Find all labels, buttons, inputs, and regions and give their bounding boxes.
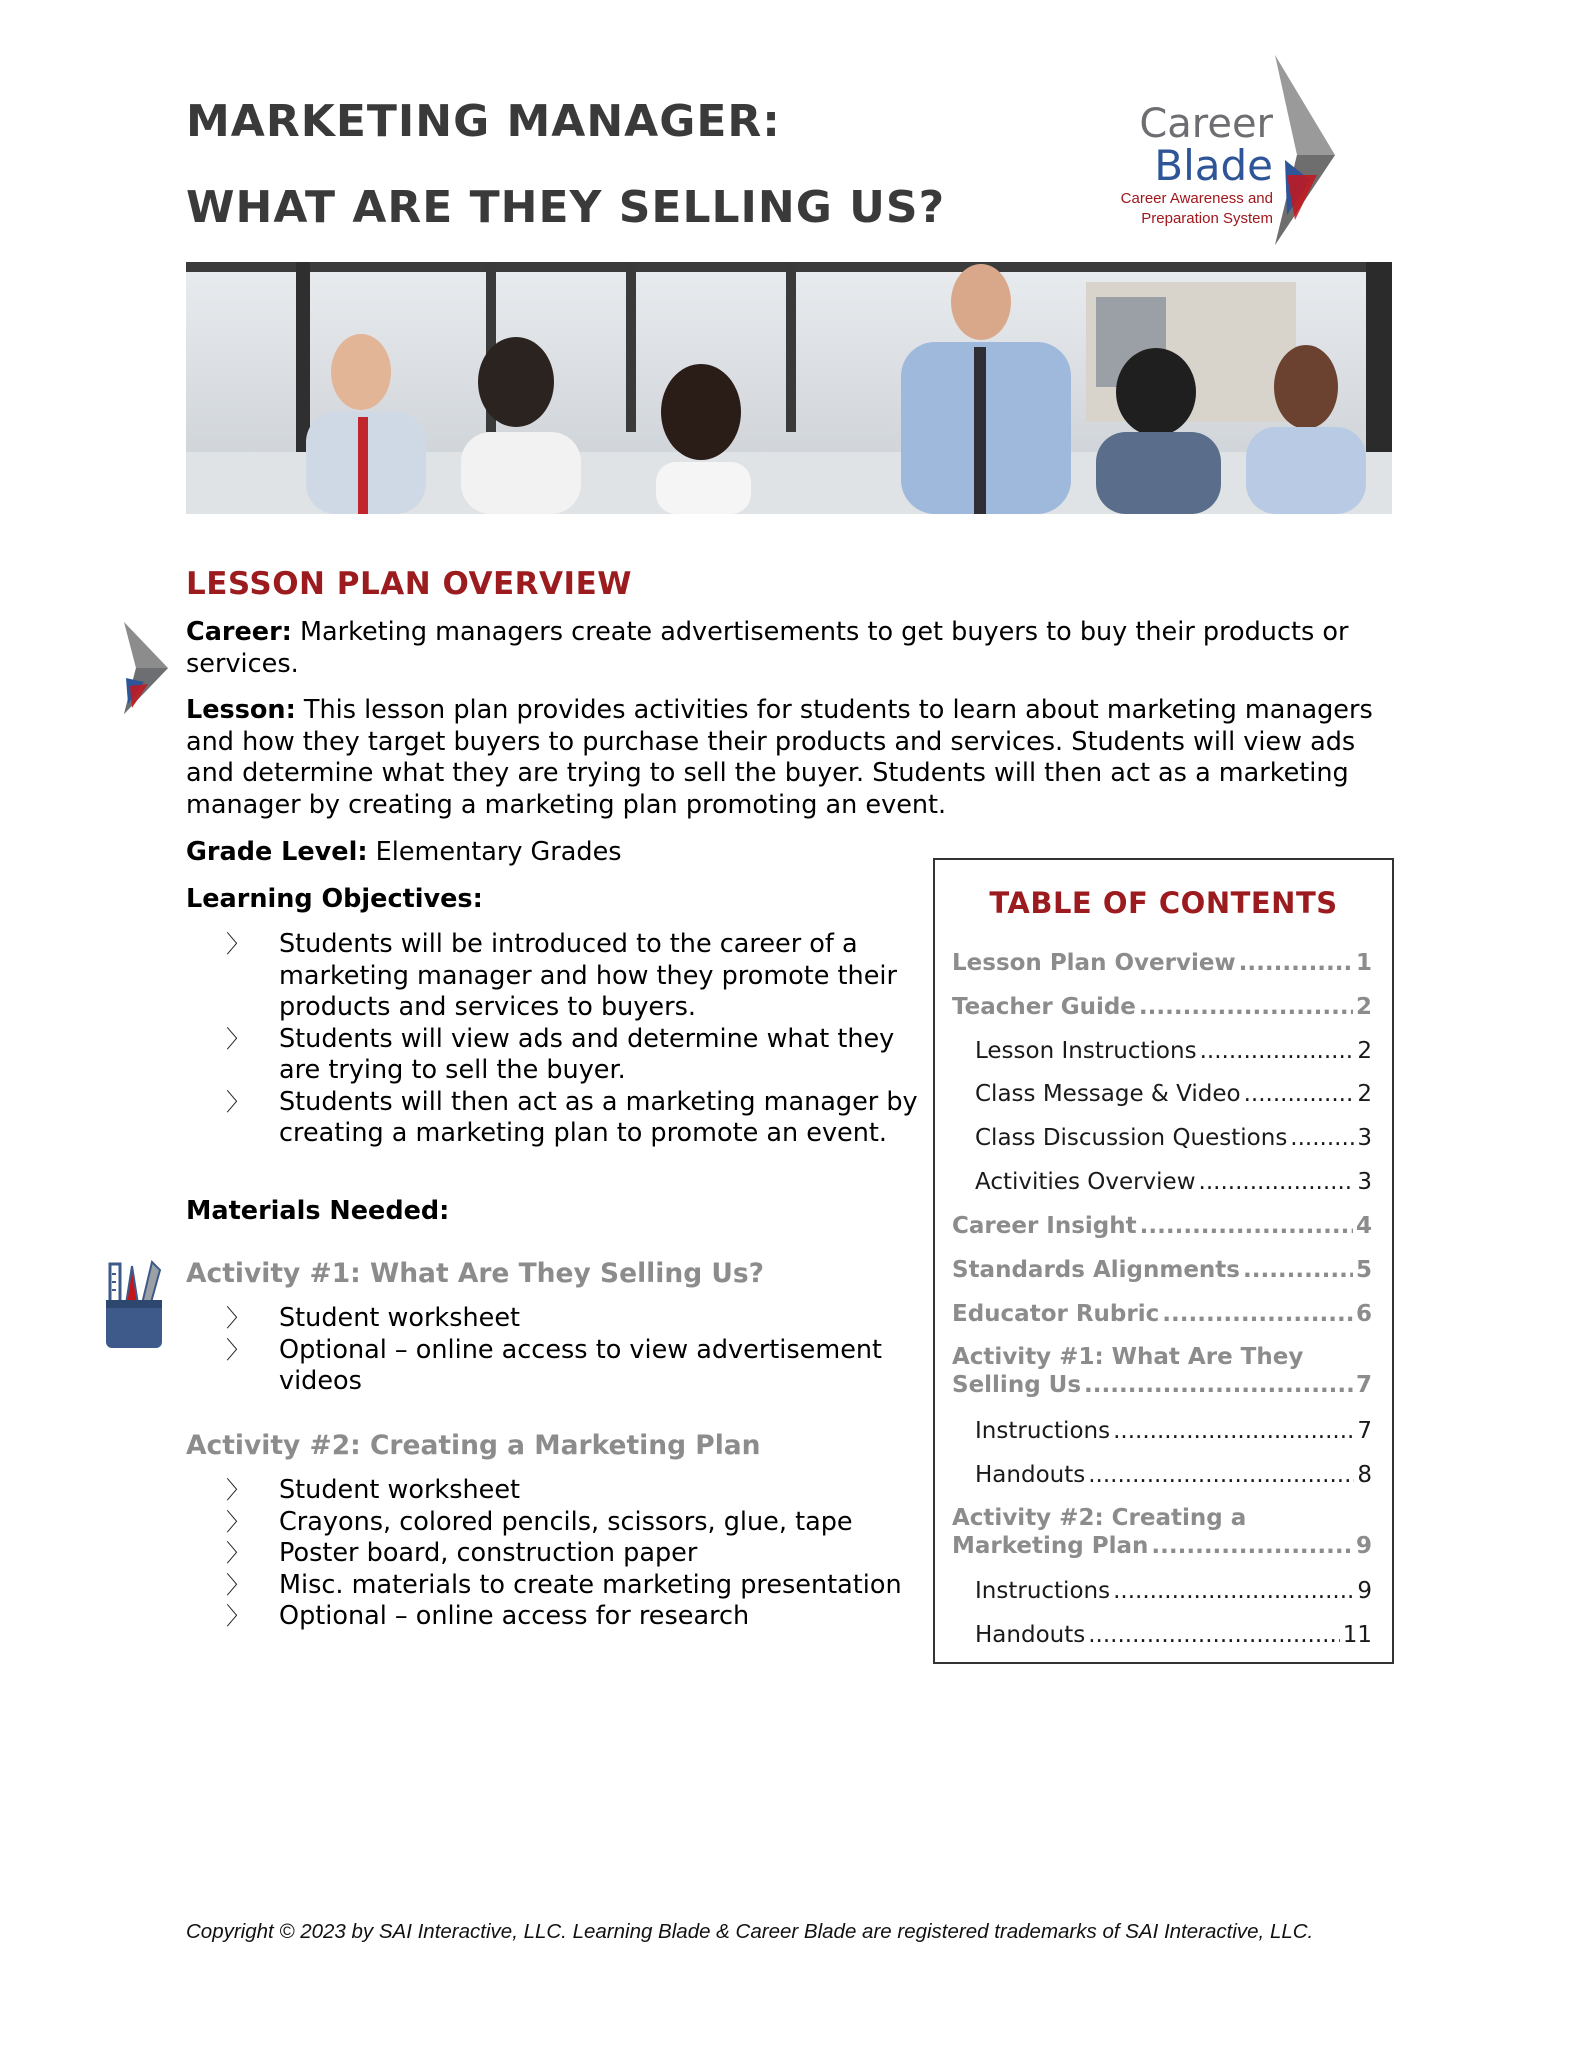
learning-objectives-list xyxy=(186,929,926,1150)
career-blade-logo xyxy=(1105,55,1405,245)
grade-label: Grade Level: xyxy=(186,837,368,867)
copyright-footer: Copyright © 2023 by SAI Interactive, LLC. Learning Blade & Career Blade are registered trademarks of SAI Interactive, LLC. xyxy=(186,1920,1314,1943)
chevron-decoration-icon xyxy=(122,620,172,716)
toc-entry-activity-2[interactable]: Activity #2: Creating a Marketing Plan ..... 9 xyxy=(952,1505,1372,1557)
toc-entry-activity-2-instructions[interactable]: Instructions ..... 9 xyxy=(975,1578,1372,1604)
list-item: 〉 Students will be introduced to the career of a marketing manager and how they promote their products and services to buyers. xyxy=(226,929,897,1022)
lesson-label: Lesson: xyxy=(186,695,296,725)
toc-entry-standards-alignments[interactable]: Standards Alignments ..... 5 xyxy=(952,1257,1372,1283)
learning-objectives-label: Learning Objectives: xyxy=(186,884,483,914)
activity-2-heading: Activity #2: Creating a Marketing Plan xyxy=(186,1430,761,1461)
career-text: Marketing managers create advertisements to get buyers to buy their products or services. xyxy=(186,617,1349,679)
list-item: 〉 Misc. materials to create marketing presentation xyxy=(226,1569,902,1600)
toc-entry-educator-rubric[interactable]: Educator Rubric ..... 6 xyxy=(952,1301,1372,1327)
toc-entry-activity-2-handouts[interactable]: Handouts ..... 11 xyxy=(975,1622,1372,1648)
banner-photo-team-meeting xyxy=(186,262,1392,514)
table-of-contents xyxy=(933,858,1394,1664)
logo-word-blade: Blade xyxy=(1154,141,1273,190)
grade-text: Elementary Grades xyxy=(367,837,622,867)
list-item: 〉 Poster board, construction paper xyxy=(226,1538,698,1568)
list-item: 〉 Students will then act as a marketing manager by creating a marketing plan to promote an event. xyxy=(226,1086,918,1148)
pencil-cup-icon xyxy=(102,1256,166,1352)
lesson-text: This lesson plan provides activities for students to learn about marketing managers and how they target buyers to purchase their products and services. Students will view ads and determine what they are trying to sell the buyer. Students will then act as a marketing manager by creating a marketing plan promoting an event. xyxy=(186,695,1373,820)
toc-entry-class-discussion-questions[interactable]: Class Discussion Questions ..... 3 xyxy=(975,1125,1372,1151)
chevron-bullet-icon: 〉 xyxy=(226,1602,250,1630)
list-item: 〉 Optional – online access for research xyxy=(226,1601,750,1631)
chevron-bullet-icon: 〉 xyxy=(226,1539,250,1567)
list-item: 〉 Crayons, colored pencils, scissors, glue, tape xyxy=(226,1506,853,1537)
chevron-bullet-icon: 〉 xyxy=(226,1476,250,1504)
logo-tagline-2: Preparation System xyxy=(1141,210,1273,227)
page-title-line-2: WHAT ARE THEY SELLING US? xyxy=(186,182,946,233)
toc-entry-teacher-guide[interactable]: Teacher Guide ..... 2 xyxy=(952,994,1372,1020)
chevron-bullet-icon: 〉 xyxy=(226,1087,250,1116)
chevron-bullet-icon: 〉 xyxy=(226,1570,250,1599)
toc-entry-lesson-instructions[interactable]: Lesson Instructions ..... 2 xyxy=(975,1038,1372,1064)
toc-entry-activities-overview[interactable]: Activities Overview ..... 3 xyxy=(975,1169,1372,1195)
toc-entry-career-insight[interactable]: Career Insight ..... 4 xyxy=(952,1213,1372,1239)
activity-1-materials-list xyxy=(186,1303,926,1398)
chevron-bullet-icon: 〉 xyxy=(226,1024,250,1053)
logo-tagline-1: Career Awareness and xyxy=(1120,190,1273,207)
lesson-description xyxy=(186,695,1406,821)
list-item: 〉 Students will view ads and determine what they are trying to sell the buyer. xyxy=(226,1023,895,1085)
toc-entry-class-message-video[interactable]: Class Message & Video ..... 2 xyxy=(975,1081,1372,1107)
toc-entry-lesson-plan-overview[interactable]: Lesson Plan Overview ..... 1 xyxy=(952,950,1372,976)
toc-entry-activity-1-instructions[interactable]: Instructions ..... 7 xyxy=(975,1418,1372,1444)
activity-1-heading: Activity #1: What Are They Selling Us? xyxy=(186,1258,765,1289)
activity-2-materials-list xyxy=(186,1475,926,1633)
toc-title: TABLE OF CONTENTS xyxy=(989,886,1338,920)
list-item: 〉 Student worksheet xyxy=(226,1475,521,1505)
toc-entry-activity-1[interactable]: Activity #1: What Are They Selling Us ..... 7 xyxy=(952,1344,1372,1396)
list-item: 〉 Student worksheet xyxy=(226,1303,521,1333)
list-item: 〉 Optional – online access to view advertisement videos xyxy=(226,1334,883,1396)
lesson-plan-overview-heading: LESSON PLAN OVERVIEW xyxy=(186,566,632,602)
chevron-bullet-icon: 〉 xyxy=(226,930,250,958)
materials-needed-label: Materials Needed: xyxy=(186,1196,450,1226)
chevron-bullet-icon: 〉 xyxy=(226,1507,250,1536)
page-title-line-1: MARKETING MANAGER: xyxy=(186,96,781,147)
chevron-bullet-icon: 〉 xyxy=(226,1335,250,1364)
chevron-bullet-icon: 〉 xyxy=(226,1304,250,1332)
toc-entry-activity-1-handouts[interactable]: Handouts ..... 8 xyxy=(975,1462,1372,1488)
logo-word-career: Career xyxy=(1139,101,1273,147)
career-label: Career: xyxy=(186,617,292,647)
logo-chevron-dark xyxy=(1275,155,1335,245)
career-description xyxy=(186,617,1406,680)
